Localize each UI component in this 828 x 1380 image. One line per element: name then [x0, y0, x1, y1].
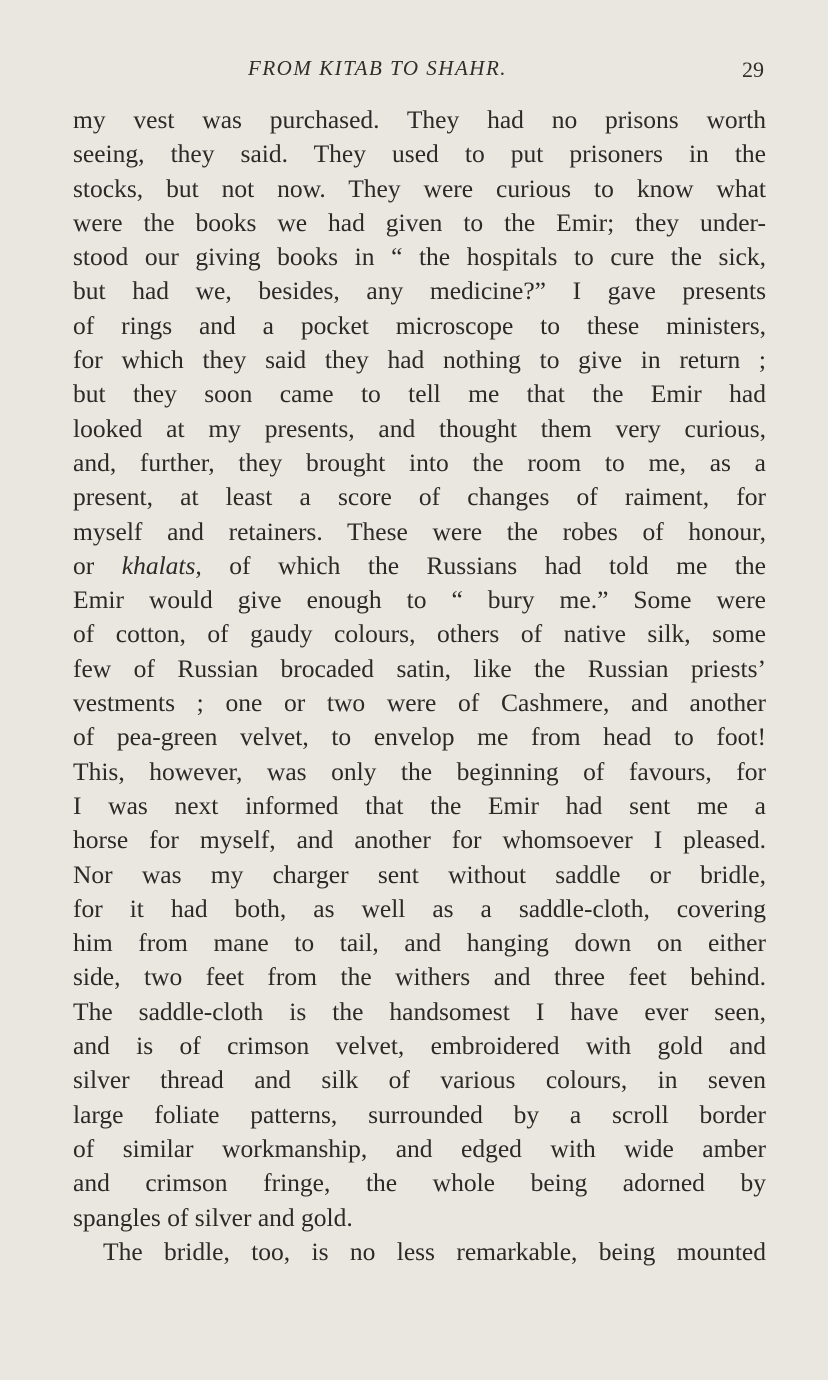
page-number: 29 [742, 57, 764, 82]
text-line: horse for myself, and another for whomsoever I pleased. [73, 825, 766, 855]
text-line: my vest was purchased. They had no prisons worth [73, 105, 766, 134]
text-line: but had we, besides, any medicine?” I gave presents [73, 276, 766, 306]
text-line: looked at my presents, and thought them very curious, [73, 413, 766, 443]
text-segment: of which the Russians had told me the [201, 550, 766, 580]
text-segment: or [73, 550, 122, 580]
text-line: vestments ; one or two were of Cashmere, and another [73, 688, 766, 718]
text-line: of pea-green velvet, to envelop me from head to foot! [73, 722, 766, 752]
text-line: seeing, they said. They used to put prisoners in the [73, 139, 766, 169]
text-line: large foliate patterns, surrounded by a scroll border [73, 1099, 766, 1129]
paragraph-end-line: spangles of silver and gold. [73, 1202, 353, 1232]
text-line: present, at least a score of changes of raiment, for [73, 482, 766, 512]
text-line: stocks, but not now. They were curious to know what [73, 173, 766, 203]
running-title: FROM KITAB TO SHAHR. [248, 56, 508, 80]
text-line-khalats [73, 549, 766, 583]
text-line: side, two feet from the withers and three feet behind. [73, 962, 766, 992]
text-line: Nor was my charger sent without saddle or bridle, [73, 859, 766, 889]
text-line: Emir would give enough to “ bury me.” Some were [73, 585, 766, 615]
text-line: This, however, was only the beginning of favours, for [73, 756, 766, 786]
text-line: few of Russian brocaded satin, like the Russian priests’ [73, 653, 766, 683]
text-line: and is of crimson velvet, embroidered with gold and [73, 1031, 766, 1061]
text-line: silver thread and silk of various colours, in seven [73, 1065, 766, 1095]
text-line: and, further, they brought into the room to me, as a [73, 447, 766, 477]
text-line: for which they said they had nothing to give in return ; [73, 345, 766, 375]
text-line: of rings and a pocket microscope to these ministers, [73, 310, 766, 340]
text-line: were the books we had given to the Emir; they under- [73, 207, 766, 237]
text-line: myself and retainers. These were the robes of honour, [73, 516, 766, 546]
text-line: him from mane to tail, and hanging down on either [73, 928, 766, 958]
text-line: of cotton, of gaudy colours, others of native silk, some [73, 619, 766, 649]
text-line: and crimson fringe, the whole being adorned by [73, 1168, 766, 1198]
page-header [0, 56, 828, 86]
text-line: of similar workmanship, and edged with wide amber [73, 1133, 766, 1163]
text-line: I was next informed that the Emir had sent me a [73, 790, 766, 820]
text-line: stood our giving books in “ the hospitals to cure the sick, [73, 242, 766, 272]
text-line: The saddle-cloth is the handsomest I have ever seen, [73, 996, 766, 1026]
next-paragraph-line: The bridle, too, is no less remarkable, being mounted [103, 1236, 766, 1266]
text-line: but they soon came to tell me that the Emir had [73, 379, 766, 409]
text-line: for it had both, as well as a saddle-cloth, covering [73, 893, 766, 923]
body-text [73, 103, 766, 1269]
italic-term: khalats, [121, 550, 202, 580]
